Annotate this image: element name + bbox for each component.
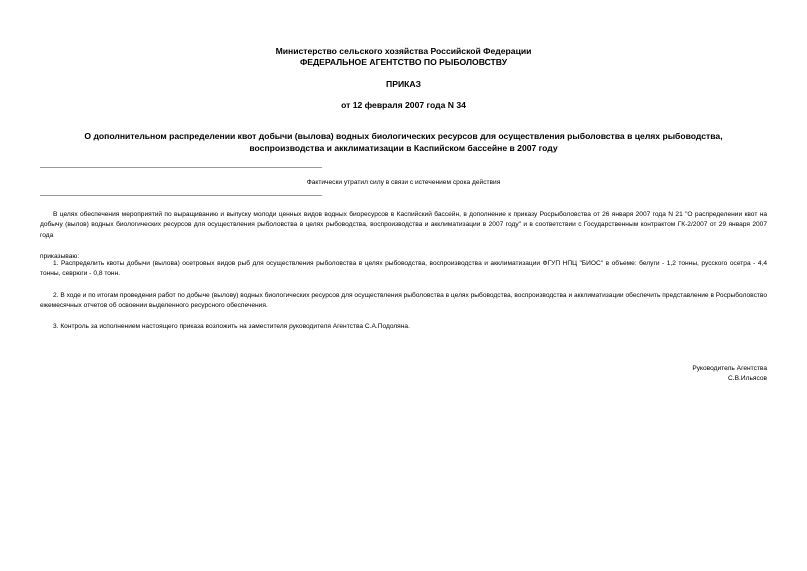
agency-name: ФЕДЕРАЛЬНОЕ АГЕНТСТВО ПО РЫБОЛОВСТВУ: [299, 57, 508, 67]
document-title: [40, 130, 767, 154]
signer-name: С.В.Ильясов: [728, 375, 767, 383]
ministry-name: Министерство сельского хозяйства Российской Федерации: [275, 46, 532, 56]
document-date: от 12 февраля 2007 года N 34: [341, 100, 466, 110]
preamble-paragraph: В целях обеспечения мероприятий по выращиванию и выпуску молоди ценных видов водных биоресурсов в Каспийский бассейн, в дополнение к приказу Росрыболовства от 26 января 2007 года N 21 "О распределении квот на добычу (вылов) водных биологических ресурсов для осуществления рыболовства в целях рыбоводства, воспроизводства и акклиматизации в 2007 году" и в соответствии с Государственным контрактом ГК-2/2007 от 29 января 2007 года: [40, 211, 767, 239]
divider-bottom: [40, 195, 322, 196]
order-item-3: 3. Контроль за исполнением настоящего приказа возложить на заместителя руководителя Агентства С.А.Подоляна.: [53, 323, 410, 330]
document-header: [0, 46, 807, 68]
signature-block: [692, 364, 767, 385]
title-line-2: воспроизводства и акклиматизации в Каспийском бассейне в 2007 году: [249, 143, 558, 153]
title-line-1: О дополнительном распределении квот добычи (вылова) водных биологических ресурсов для осуществления рыболовства в целях рыбоводства,: [84, 131, 723, 141]
order-item-2: 2. В ходе и по итогам проведения работ по добыче (вылову) водных биологических ресурсов для осуществления рыболовства в целях рыбоводства, воспроизводства и акклиматизации обеспечить представление в Росрыболовство ежемесячных отчетов об освоении выделенного ресурсного обеспечения.: [40, 292, 767, 310]
order-item-1: 1. Распределить квоты добычи (вылова) осетровых видов рыб для осуществления рыболовства в целях рыбоводства, воспроизводства и акклиматизации ФГУП НПЦ "БИОС" в объеме: белуги - 1,2 тонны, русского осетра - 4,4 тонны, севрюги - 0,8 тонн.: [40, 260, 767, 278]
signer-position: Руководитель Агентства: [692, 365, 767, 372]
divider-top: [40, 167, 322, 168]
order-word: приказываю:: [40, 253, 80, 260]
status-note: Фактически утратил силу в связи с истечением срока действия: [306, 179, 501, 186]
document-type: ПРИКАЗ: [386, 79, 421, 89]
